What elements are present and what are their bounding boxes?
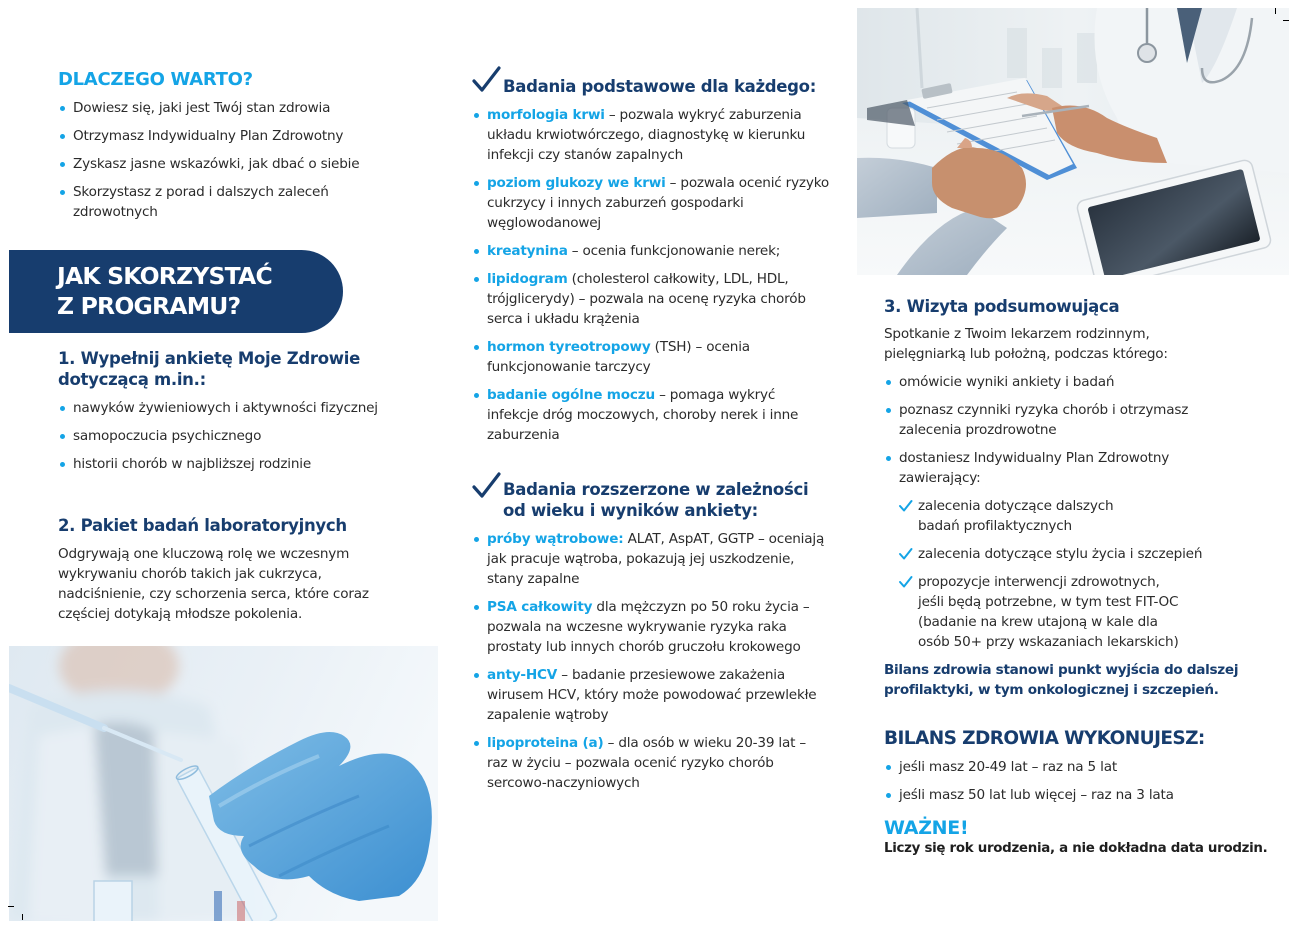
important-section bbox=[884, 816, 1294, 858]
check-icon bbox=[471, 472, 501, 500]
list-item: zalecenia dotyczące stylu życia i szczepień bbox=[898, 544, 1254, 564]
list-item: zalecenia dotyczące dalszych badań profilaktycznych bbox=[898, 496, 1148, 536]
crop-mark bbox=[8, 906, 14, 907]
list-item: PSA całkowity dla mężczyzn po 50 roku życia – pozwala na wczesne wykrywanie ryzyka raka prostaty lub innych chorób gruczołu krokowego bbox=[472, 597, 830, 657]
list-item: omówicie wyniki ankiety i badań bbox=[884, 372, 1284, 392]
step1-title: 1. Wypełnij ankietę Moje Zdrowie dotyczącą m.in.: bbox=[58, 349, 360, 389]
list-item: dostaniesz Indywidualny Plan Zdrowotny zawierający: bbox=[884, 448, 1224, 488]
important-text: Liczy się rok urodzenia, a nie dokładna data urodzin. bbox=[884, 841, 1268, 856]
check-icon bbox=[898, 547, 913, 561]
how-to-banner bbox=[9, 250, 343, 333]
why-title: DLACZEGO WARTO? bbox=[58, 69, 253, 90]
extended-tests-title: Badania rozszerzone w zależności od wieku i wyników ankiety: bbox=[503, 480, 809, 520]
step3-list bbox=[884, 372, 1284, 488]
step3-section bbox=[884, 296, 1284, 700]
why-list bbox=[58, 98, 438, 222]
list-item: historii chorób w najbliższej rodzinie bbox=[58, 454, 438, 474]
schedule-title: BILANS ZDROWIA WYKONUJESZ: bbox=[884, 728, 1205, 749]
basic-tests-list bbox=[470, 105, 830, 445]
list-item: samopoczucia psychicznego bbox=[58, 426, 438, 446]
step3-intro: Spotkanie z Twoim lekarzem rodzinnym, pielęgniarką lub położną, podczas którego: bbox=[884, 326, 1168, 362]
list-item: morfologia krwi – pozwala wykryć zaburzenia układu krwiotwórczego, diagnostykę w kierunku infekcji czy stanów zapalnych bbox=[472, 105, 830, 165]
list-item: jeśli masz 50 lat lub więcej – raz na 3 lata bbox=[884, 785, 1294, 805]
important-title: WAŻNE! bbox=[884, 817, 969, 839]
list-item: jeśli masz 20-49 lat – raz na 5 lat bbox=[884, 757, 1294, 777]
basic-tests-section bbox=[470, 66, 830, 453]
list-item: Skorzystasz z porad i dalszych zaleceń zdrowotnych bbox=[58, 182, 358, 222]
step3-title: 3. Wizyta podsumowująca bbox=[884, 297, 1120, 316]
list-item: nawyków żywieniowych i aktywności fizycznej bbox=[58, 398, 438, 418]
step1-section bbox=[58, 348, 438, 482]
list-item: Otrzymasz Indywidualny Plan Zdrowotny bbox=[58, 126, 438, 146]
crop-mark bbox=[1283, 20, 1289, 21]
list-item: poziom glukozy we krwi – pozwala ocenić ryzyko cukrzycy i innych zaburzeń gospodarki węglowodanowej bbox=[472, 173, 830, 233]
step3-summary: Bilans zdrowia stanowi punkt wyjścia do dalszej profilaktyki, w tym onkologicznej i szczepień. bbox=[884, 662, 1239, 698]
why-section bbox=[58, 69, 438, 230]
extended-tests-list bbox=[470, 529, 830, 793]
list-item: kreatynina – ocenia funkcjonowanie nerek; bbox=[472, 241, 830, 261]
list-item: anty-HCV – badanie przesiewowe zakażenia wirusem HCV, który może powodować przewlekłe zapalenie wątroby bbox=[472, 665, 830, 725]
list-item: lipidogram (cholesterol całkowity, LDL, HDL, trójglicerydy) – pozwala na ocenę ryzyka chorób serca i układu krążenia bbox=[472, 269, 830, 329]
check-icon bbox=[471, 66, 501, 94]
list-item: badanie ogólne moczu – pomaga wykryć infekcje dróg moczowych, choroby nerek i inne zaburzenia bbox=[472, 385, 830, 445]
list-item: próby wątrobowe: ALAT, AspAT, GGTP – oceniają jak pracuje wątroba, pokazują jej uszkodzenie, stany zapalne bbox=[472, 529, 830, 589]
check-icon bbox=[898, 575, 913, 589]
crop-mark bbox=[1275, 8, 1276, 14]
step2-title: 2. Pakiet badań laboratoryjnych bbox=[58, 516, 347, 535]
list-item: hormon tyreotropowy (TSH) – ocenia funkcjonowanie tarczycy bbox=[472, 337, 830, 377]
schedule-list bbox=[884, 757, 1294, 805]
list-item: propozycje interwencji zdrowotnych, jeśli będą potrzebne, w tym test FIT-OC (badanie na krew utajoną w kale dla osób 50+ przy wskazaniach lekarskich) bbox=[898, 572, 1188, 652]
list-item: lipoproteina (a) – dla osób w wieku 20-39 lat – raz w życiu – pozwala ocenić ryzyko chorób sercowo-naczyniowych bbox=[472, 733, 830, 793]
check-icon bbox=[898, 499, 913, 513]
laboratory-photo bbox=[9, 646, 438, 921]
list-item: Zyskasz jasne wskazówki, jak dbać o siebie bbox=[58, 154, 438, 174]
list-item: Dowiesz się, jaki jest Twój stan zdrowia bbox=[58, 98, 438, 118]
basic-tests-title: Badania podstawowe dla każdego: bbox=[503, 77, 816, 96]
step2-section bbox=[58, 515, 383, 624]
crop-mark bbox=[22, 914, 23, 920]
banner-title: JAK SKORZYSTAĆ Z PROGRAMU? bbox=[57, 262, 272, 320]
list-item: poznasz czynniki ryzyka chorób i otrzymasz zalecenia prozdrowotne bbox=[884, 400, 1224, 440]
schedule-section bbox=[884, 728, 1294, 813]
step1-list bbox=[58, 398, 438, 474]
extended-tests-section bbox=[470, 472, 830, 801]
plan-list bbox=[884, 496, 1254, 652]
doctor-consultation-photo bbox=[857, 8, 1289, 275]
step2-text: Odgrywają one kluczową rolę we wczesnym wykrywaniu chorób takich jak cukrzyca, nadciśnienie, czy schorzenia serca, które coraz częściej dotykają młodsze pokolenia. bbox=[58, 546, 369, 622]
